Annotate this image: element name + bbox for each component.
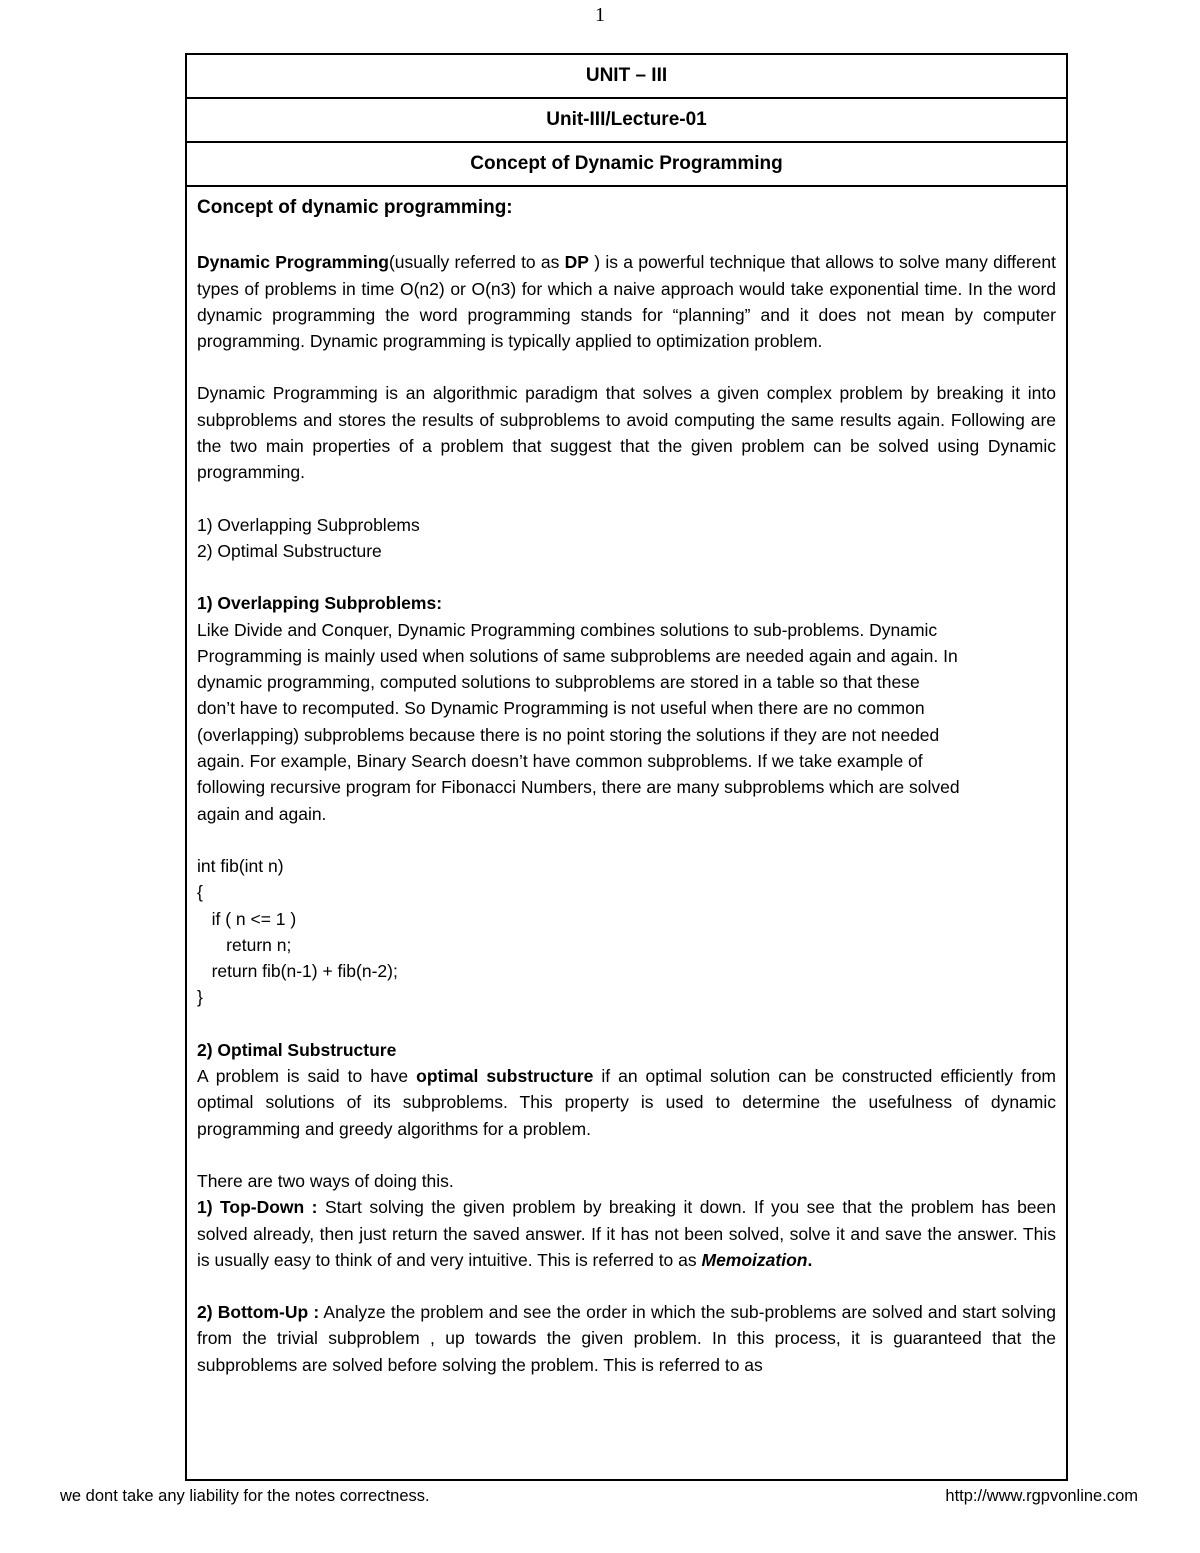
dp-abbrev: DP: [564, 252, 589, 273]
overlap-line: (overlapping) subproblems because there is no point storing the solutions if they are not needed: [197, 724, 940, 745]
optimal-heading: 2) Optimal Substructure: [197, 1039, 397, 1060]
property-item: 1) Overlapping Subproblems: [197, 514, 420, 535]
bottomup-label: 2) Bottom-Up :: [197, 1302, 320, 1323]
overlap-line: Like Divide and Conquer, Dynamic Programming combines solutions to sub-problems. Dynamic: [197, 619, 938, 640]
code-line: {: [197, 882, 203, 903]
overlap-line: following recursive program for Fibonacci Numbers, there are many subproblems which are solved: [197, 777, 960, 798]
code-line: if ( n <= 1 ): [197, 908, 297, 929]
code-line: }: [197, 987, 203, 1008]
bottomup-section: [197, 1299, 1056, 1378]
topic-title: Concept of Dynamic Programming: [187, 143, 1066, 187]
overlapping-heading: 1) Overlapping Subproblems:: [197, 593, 443, 614]
optimal-text-2: if an optimal solution can be constructed efficiently from optimal solutions of its subproblems. This property is used to determine the usefulness of dynamic programming and greedy algorithms for a problem.: [197, 1066, 1057, 1139]
lecture-content: [187, 187, 1066, 1378]
topdown-section: [197, 1168, 1056, 1273]
page-number: 1: [595, 4, 605, 26]
optimal-text-1: A problem is said to have: [197, 1066, 417, 1087]
code-line: return fib(n-1) + fib(n-2);: [197, 961, 398, 982]
lecture-frame: [185, 53, 1068, 1481]
code-line: return n;: [197, 934, 292, 955]
topdown-label: 1) Top-Down :: [197, 1197, 318, 1218]
dp-term: Dynamic Programming: [197, 252, 389, 273]
section-heading: Concept of dynamic programming:: [197, 197, 513, 218]
ways-intro: There are two ways of doing this.: [197, 1170, 454, 1191]
overlapping-section: [197, 590, 1056, 827]
intro-text-2: ) is a powerful technique that allows to solve many different types of problems in time O(n2) or O(n3) for which a naive approach would take exponential time. In the word dynamic programming the word programming stands for “planning” and it does not mean by computer programming. Dynamic programming is typically applied to optimization problem.: [197, 252, 1057, 352]
intro-text-1: (usually referred to as: [388, 252, 565, 273]
topdown-text: Start solving the given problem by breaking it down. If you see that the problem has been solved already, then just return the saved answer. If it has not been solved, solve it and save the answer. This is usually easy to think of and very intuitive. This is referred to as: [197, 1197, 1057, 1270]
overlap-line: dynamic programming, computed solutions to subproblems are stored in a table so that these: [197, 672, 920, 693]
property-item: 2) Optimal Substructure: [197, 540, 382, 561]
lecture-title: Unit-III/Lecture-01: [187, 99, 1066, 143]
overlap-line: again and again.: [197, 803, 327, 824]
unit-title: UNIT – III: [187, 55, 1066, 99]
footer-url[interactable]: http://www.rgpvonline.com: [945, 1487, 1138, 1505]
fib-code-block: [197, 853, 1056, 1011]
bottomup-text: Analyze the problem and see the order in which the sub-problems are solved and start solving from the trivial subproblem , up towards the given problem. In this process, it is guaranteed that the subproblems are solved before solving the problem. This is referred to as: [197, 1302, 1056, 1375]
paradigm-paragraph: Dynamic Programming is an algorithmic paradigm that solves a given complex problem by breaking it into subproblems and stores the results of subproblems to avoid computing the same results again. Following are the two main properties of a problem that suggest that the given problem can be solved using Dynamic programming.: [197, 383, 1056, 483]
footer-disclaimer: we dont take any liability for the notes correctness.: [60, 1487, 430, 1505]
optimal-section: [197, 1037, 1056, 1142]
overlap-line: don’t have to recomputed. So Dynamic Programming is not useful when there are no common: [197, 698, 925, 719]
topdown-end: .: [807, 1249, 813, 1270]
code-line: int fib(int n): [197, 855, 284, 876]
intro-paragraph: [197, 249, 1056, 354]
overlap-line: again. For example, Binary Search doesn’t have common subproblems. If we take example of: [197, 751, 923, 772]
optimal-term: optimal substructure: [416, 1066, 594, 1087]
properties-list: [197, 512, 1056, 565]
memoization-term: Memoization: [701, 1249, 808, 1270]
overlap-line: Programming is mainly used when solutions of same subproblems are needed again and again. In: [197, 645, 958, 666]
